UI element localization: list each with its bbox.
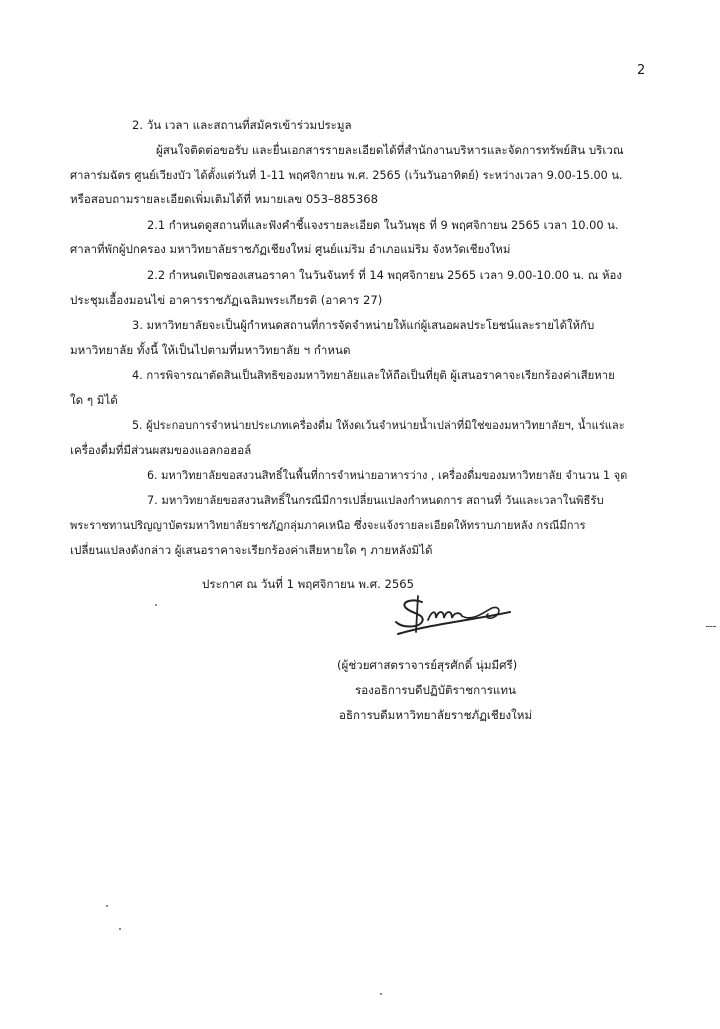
scan-speck: [119, 928, 121, 930]
item-3-line-2: มหาวิทยาลัย ทั้งนี้ ให้เป็นไปตามที่มหาวิทยาลัย ฯ กำหนด: [70, 343, 351, 357]
announcement-date: ประกาศ ณ วันที่ 1 พฤศจิกายน พ.ศ. 2565: [202, 577, 414, 591]
item-7-line-3: เปลี่ยนแปลงดังกล่าว ผู้เสนอราคาจะเรียกร้องค่าเสียหายใด ๆ ภายหลังมิได้: [70, 543, 433, 557]
scan-speck: [380, 993, 382, 995]
scan-speck: [106, 905, 108, 907]
signatory-position-line-1: รองอธิการบดีปฏิบัติราชการแทน: [355, 683, 516, 697]
handwritten-signature: [392, 592, 516, 642]
item-4-line-2: ใด ๆ มิได้: [70, 393, 118, 407]
item-4-line-1: 4. การพิจารณาตัดสินเป็นสิทธิของมหาวิทยาลัยและให้ถือเป็นที่ยุติ ผู้เสนอราคาจะเรียกร้องค่าเสียหาย: [132, 369, 615, 382]
section-2-intro-line-2: ศาลาร่มฉัตร ศูนย์เวียงบัว ได้ตั้งแต่วันที่ 1-11 พฤศจิกายน พ.ศ. 2565 (เว้นวันอาทิตย์) ระหว่างเวลา 9.00-15.00 น.: [70, 169, 623, 182]
edge-scan-mark: [706, 626, 716, 628]
item-2-2-line-1: 2.2 กำหนดเปิดซองเสนอราคา ในวันจันทร์ ที่ 14 พฤศจิกายน 2565 เวลา 9.00-10.00 น. ณ ห้อง: [147, 268, 622, 282]
item-2-1-line-1: 2.1 กำหนดดูสถานที่และฟังคำชี้แจงรายละเอียด ในวันพุธ ที่ 9 พฤศจิกายน 2565 เวลา 10.00 น.: [147, 218, 619, 232]
signatory-position-line-2: อธิการบดีมหาวิทยาลัยราชภัฏเชียงใหม่: [339, 708, 533, 722]
page-number: 2: [637, 63, 646, 78]
item-7-line-2: พระราชทานปริญญาบัตรมหาวิทยาลัยราชภัฏกลุ่มภาคเหนือ ซึ่งจะแจ้งรายละเอียดให้ทราบภายหลัง กรณีมีการ: [70, 519, 586, 532]
item-2-2-line-2: ประชุมเอื้องมอนไข่ อาคารราชภัฏเฉลิมพระเกียรติ (อาคาร 27): [70, 293, 383, 307]
item-3-line-1: 3. มหาวิทยาลัยจะเป็นผู้กำหนดสถานที่การจัดจำหน่ายให้แก่ผู้เสนอผลประโยชน์และรายได้ให้กับ: [132, 318, 595, 332]
scan-speck: [155, 604, 157, 606]
item-2-1-line-2: ศาลาที่พักผู้ปกครอง มหาวิทยาลัยราชภัฏเชียงใหม่ ศูนย์แม่ริม อำเภอแม่ริม จังหวัดเชียงใหม่: [70, 242, 511, 256]
item-5-line-2: เครื่องดื่มที่มีส่วนผสมของแอลกอฮอล์: [70, 443, 252, 457]
item-5-line-1: 5. ผู้ประกอบการจำหน่ายประเภทเครื่องดื่ม ให้งดเว้นจำหน่ายน้ำเปล่าที่มิใช่ของมหาวิทยาลัยฯ, น้ำแร่และ: [132, 419, 625, 432]
item-7-line-1: 7. มหาวิทยาลัยขอสงวนสิทธิ์ในกรณีมีการเปลี่ยนแปลงกำหนดการ สถานที่ วันและเวลาในพิธีรับ: [147, 494, 604, 507]
item-6: 6. มหาวิทยาลัยขอสงวนสิทธิ์ในพื้นที่การจำหน่ายอาหารว่าง , เครื่องดื่มของมหาวิทยาลัย จำนวน 1 จุด: [147, 469, 628, 482]
section-2-intro-line-1: ผู้สนใจติดต่อขอรับ และยื่นเอกสารรายละเอียดได้ที่สำนักงานบริหารและจัดการทรัพย์สิน บริเวณ: [156, 143, 624, 157]
section-2-heading: 2. วัน เวลา และสถานที่สมัครเข้าร่วมประมูล: [132, 118, 352, 132]
signatory-name: (ผู้ช่วยศาสตราจารย์สุรศักดิ์ นุ่มมีศรี): [337, 658, 518, 672]
section-2-intro-line-3: หรือสอบถามรายละเอียดเพิ่มเติมได้ที่ หมายเลข 053–885368: [70, 192, 379, 206]
